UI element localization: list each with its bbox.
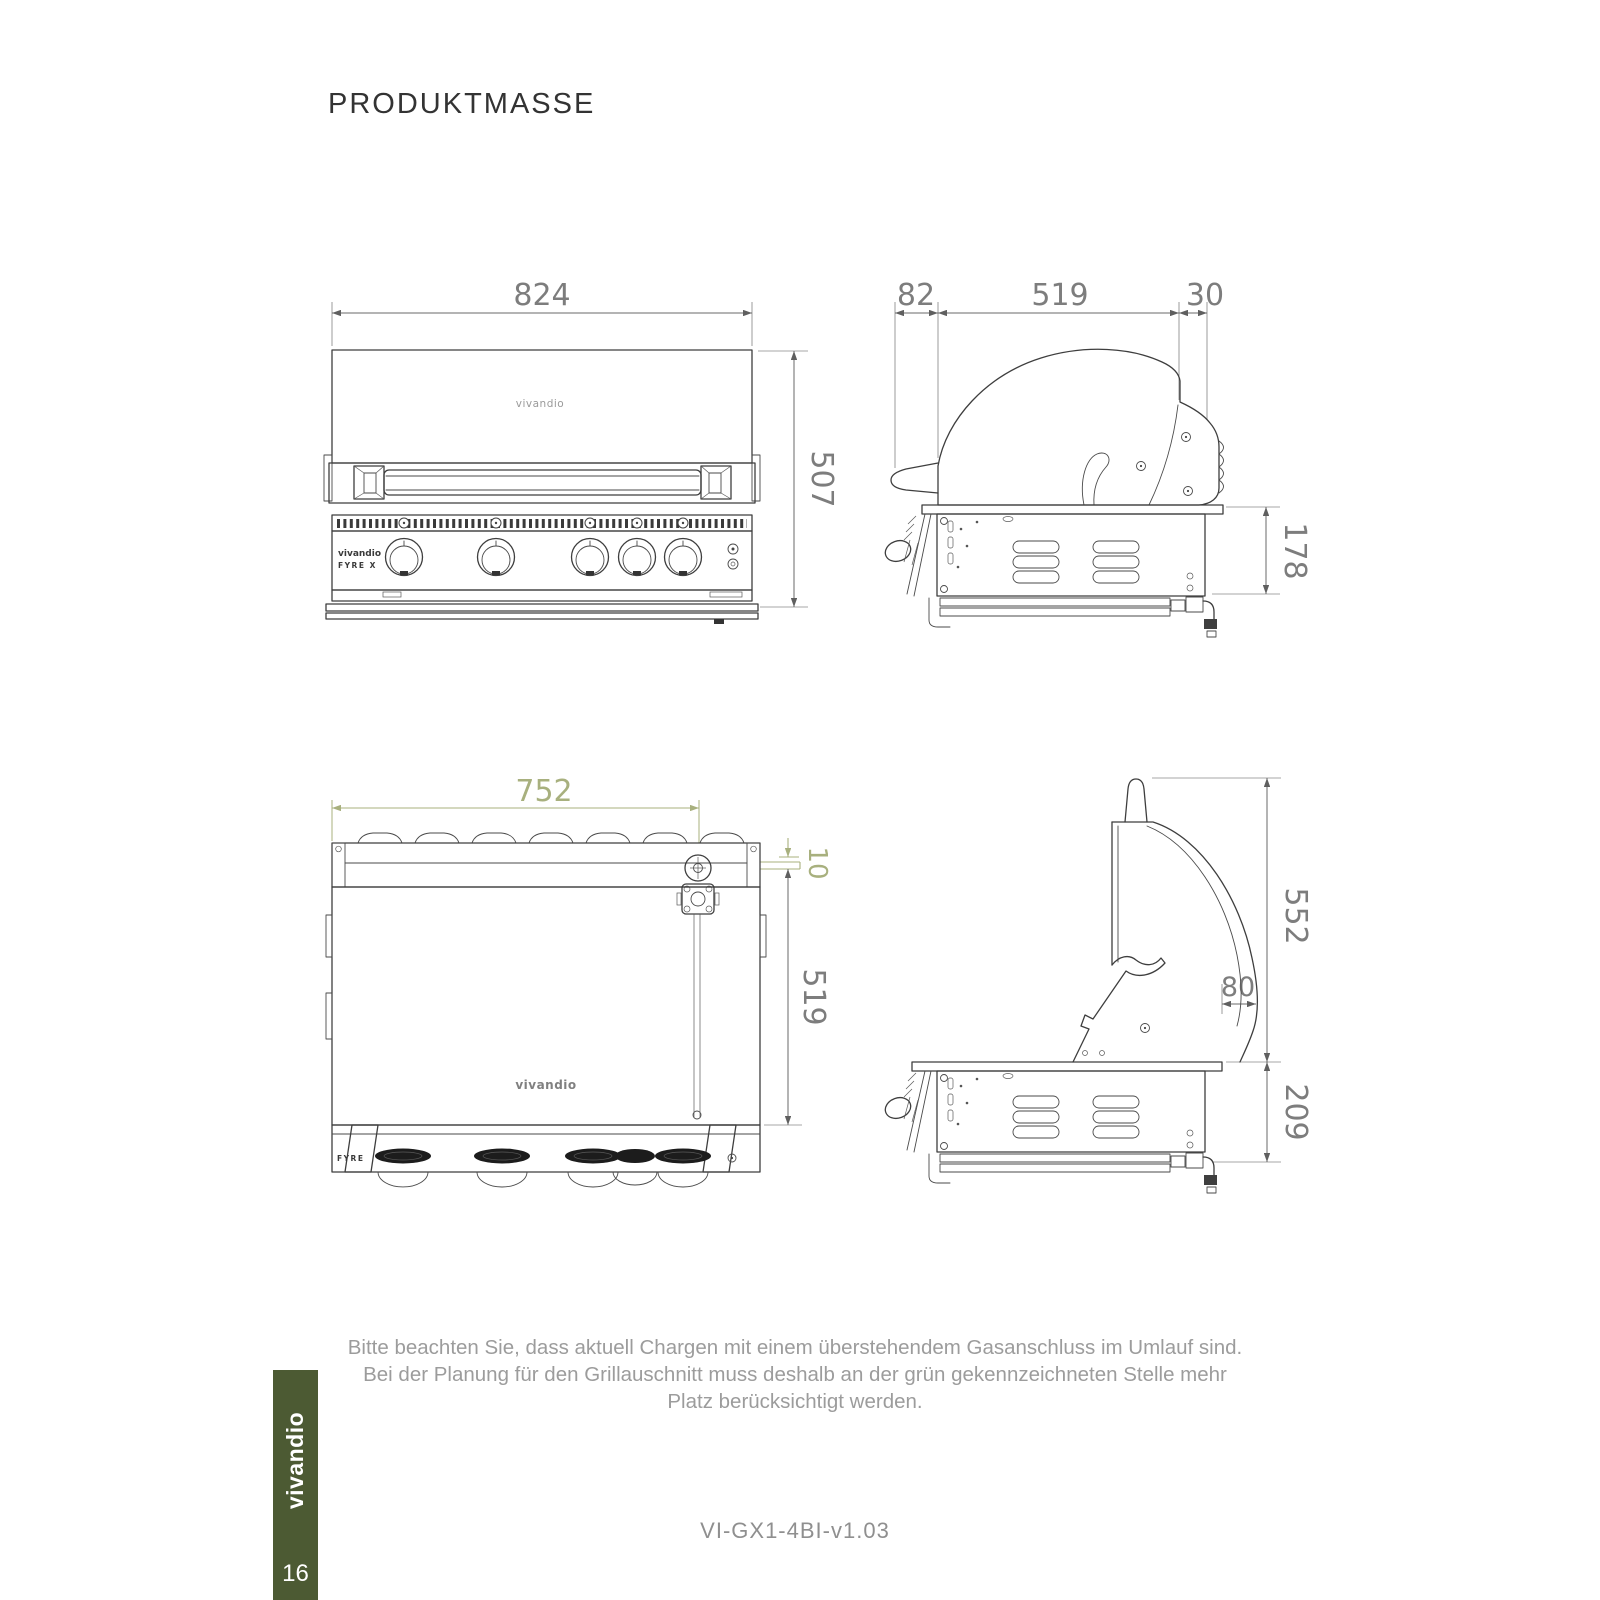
dim-label-82: 82 <box>896 278 936 313</box>
closed-lid <box>891 349 1224 505</box>
closed-drip-tray <box>929 598 1170 627</box>
dim-rear-overhang <box>1221 972 1256 1014</box>
closed-worktop <box>922 505 1223 514</box>
dim-front-width <box>332 278 752 346</box>
dim-label-80: 80 <box>1220 972 1256 1003</box>
control-knob <box>478 539 515 576</box>
top-view-drawing <box>300 740 832 1200</box>
brand-logo-box <box>273 1380 318 1540</box>
dim-gas-offset <box>779 838 832 880</box>
dim-front-height <box>758 351 839 607</box>
dim-label-519: 519 <box>1031 278 1089 313</box>
top-lid-logo: vivandio <box>515 1078 577 1092</box>
dim-label-30: 30 <box>1185 278 1225 313</box>
top-front-label: FYRE <box>337 1154 365 1163</box>
note-line: Platz berücksichtigt werden. <box>667 1390 923 1413</box>
front-vent-strip <box>332 515 752 531</box>
dim-open-height <box>1152 778 1313 1062</box>
igniter-button <box>728 544 738 554</box>
dim-label-209: 209 <box>1278 1083 1313 1141</box>
page-title: PRODUKTMASSE <box>328 88 596 120</box>
dim-base-height <box>1212 507 1312 594</box>
gas-connection-note <box>290 1334 1300 1415</box>
gas-pipe-green <box>760 862 800 869</box>
front-lid <box>332 350 752 463</box>
open-worktop <box>912 1062 1222 1071</box>
gas-regulator <box>685 855 711 881</box>
front-base-trim <box>326 590 758 624</box>
dim-base-depth <box>1212 1062 1313 1162</box>
knob-top-row <box>375 1149 711 1164</box>
front-control-panel <box>332 531 752 590</box>
dim-cutout-depth <box>764 869 831 1125</box>
panel-model-label: FYRE X <box>338 561 377 570</box>
dim-handle-depth <box>895 278 938 468</box>
brand-logo: vivandio <box>282 1411 308 1509</box>
lid-logo: vivandio <box>515 398 565 410</box>
light-button <box>728 559 738 569</box>
brand-sidebar <box>273 1370 318 1600</box>
gas-connection <box>1171 597 1217 637</box>
closed-base <box>882 514 1205 596</box>
note-line: Bei der Planung für den Grillauschnitt muss deshalb an der grün gekennzeichneten Stelle mehr <box>363 1363 1227 1386</box>
panel-brand-logo: vivandio <box>338 549 382 559</box>
front-view-drawing <box>298 256 839 632</box>
dim-rear-clearance <box>1179 278 1224 420</box>
top-front-band <box>332 1125 760 1187</box>
gas-valve-block <box>677 884 719 1119</box>
dim-label-507: 507 <box>804 450 839 508</box>
dim-label-752: 752 <box>515 774 573 809</box>
dim-label-519-top: 519 <box>796 968 831 1026</box>
note-line: Bitte beachten Sie, dass aktuell Chargen mit einem überstehendem Gasanschluss im Umlauf sind. <box>347 1336 1243 1359</box>
dim-label-552: 552 <box>1278 887 1313 945</box>
front-handle-band <box>324 455 760 503</box>
side-view-closed-drawing <box>858 256 1312 640</box>
dim-label-10: 10 <box>802 846 832 880</box>
dim-label-824: 824 <box>513 278 571 313</box>
control-knob <box>665 539 702 576</box>
dim-label-178: 178 <box>1277 522 1312 580</box>
page-number: 16 <box>282 1560 309 1587</box>
control-knob <box>386 539 423 576</box>
open-lid <box>1073 779 1257 1062</box>
document-code: VI-GX1-4BI-v1.03 <box>700 1518 890 1543</box>
control-knob <box>619 539 656 576</box>
control-knob <box>572 539 609 576</box>
open-base <box>882 1071 1205 1152</box>
gas-connection-open <box>1171 1153 1217 1193</box>
top-back-band <box>332 833 760 887</box>
dim-body-depth <box>938 278 1179 400</box>
open-drip-tray <box>929 1154 1170 1183</box>
side-view-open-drawing <box>860 740 1312 1202</box>
